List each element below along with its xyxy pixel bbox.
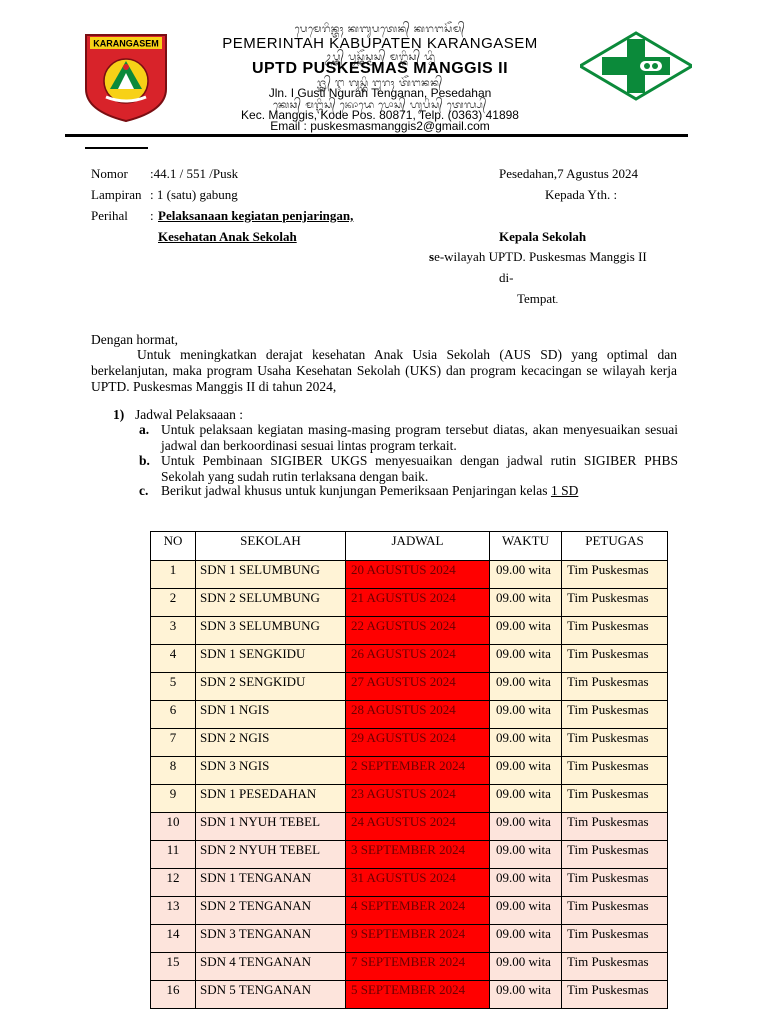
- header-schedule: JADWAL: [346, 532, 490, 561]
- row-number: 2: [151, 589, 196, 617]
- school-name: SDN 2 TENGANAN: [196, 897, 346, 925]
- schedule-date: 5 SEPTEMBER 2024: [346, 981, 490, 1009]
- tempat-line: [517, 291, 558, 308]
- list-item-a-label: a.: [139, 422, 150, 437]
- assigned-staff: Tim Puskesmas: [562, 589, 668, 617]
- table-row: [151, 897, 668, 925]
- table-row: [151, 981, 668, 1009]
- balinese-script-line-3: ᬚ᭄ᬮ᭄ᬦ᭄ ᬇ ᬕᬸᬲ᭄ᬢᬶ ᬗᬸᬭᬄ ᬢᭂᬗᬦᬦ᭄: [317, 78, 443, 89]
- schedule-date: 3 SEPTEMBER 2024: [346, 841, 490, 869]
- school-name: SDN 1 PESEDAHAN: [196, 785, 346, 813]
- visit-time: 09.00 wita: [490, 561, 562, 589]
- assigned-staff: Tim Puskesmas: [562, 673, 668, 701]
- assigned-staff: Tim Puskesmas: [562, 897, 668, 925]
- place-date: Pesedahan,7 Agustus 2024: [499, 166, 639, 181]
- table-row: [151, 729, 668, 757]
- assigned-staff: Tim Puskesmas: [562, 813, 668, 841]
- row-number: 14: [151, 925, 196, 953]
- row-number: 13: [151, 897, 196, 925]
- list-item-a-text: Untuk pelaksaan kegiatan masing-masing program tersebut diatas, akan menyesuaikan sesuai jadwal dan berkoordinasi sesuai lintas program terkait.: [161, 422, 678, 453]
- school-name: SDN 3 NGIS: [196, 757, 346, 785]
- visit-time: 09.00 wita: [490, 645, 562, 673]
- visit-time: 09.00 wita: [490, 953, 562, 981]
- perihal-colon: :: [150, 208, 154, 223]
- list-item-a: [139, 422, 679, 456]
- row-number: 6: [151, 701, 196, 729]
- visit-time: 09.00 wita: [490, 813, 562, 841]
- header-staff: PETUGAS: [562, 532, 668, 561]
- visit-time: 09.00 wita: [490, 897, 562, 925]
- visit-time: 09.00 wita: [490, 785, 562, 813]
- row-number: 15: [151, 953, 196, 981]
- visit-time: 09.00 wita: [490, 925, 562, 953]
- assigned-staff: Tim Puskesmas: [562, 561, 668, 589]
- visit-time: 09.00 wita: [490, 729, 562, 757]
- assigned-staff: Tim Puskesmas: [562, 645, 668, 673]
- table-row: [151, 841, 668, 869]
- row-number: 3: [151, 617, 196, 645]
- row-number: 5: [151, 673, 196, 701]
- item-title: Jadwal Pelaksaaan :: [135, 407, 243, 422]
- row-number: 16: [151, 981, 196, 1009]
- address-line-1: Jln. I Gusti Ngurah Tenganan, Pesedahan: [268, 86, 492, 100]
- puskesmas-logo: [580, 31, 692, 101]
- table-row: [151, 673, 668, 701]
- row-number: 11: [151, 841, 196, 869]
- government-name: PEMERINTAH KABUPATEN KARANGASEM: [222, 35, 538, 52]
- table-row: [151, 869, 668, 897]
- perihal-line-2: Kesehatan Anak Sekolah: [158, 229, 297, 244]
- school-name: SDN 2 NYUH TEBEL: [196, 841, 346, 869]
- table-row: [151, 785, 668, 813]
- table-row: [151, 925, 668, 953]
- list-item-c: [139, 483, 679, 500]
- school-name: SDN 1 SENGKIDU: [196, 645, 346, 673]
- schedule-date: 4 SEPTEMBER 2024: [346, 897, 490, 925]
- visit-time: 09.00 wita: [490, 701, 562, 729]
- recipient-area-initial: s: [429, 249, 435, 264]
- table-row: [151, 645, 668, 673]
- schedule-date: 9 SEPTEMBER 2024: [346, 925, 490, 953]
- intro-paragraph: Untuk meningkatkan derajat kesehatan Anak Usia Sekolah (AUS SD) yang optimal dan berkelanjutan, maka program Usaha Kesehatan Sekolah (UKS) dan program kecacingan se wilayah kerja UPTD. Puskesmas Manggis II di tahun 2024,: [91, 347, 677, 394]
- schedule-date: 21 AGUSTUS 2024: [346, 589, 490, 617]
- schedule-table-body: [151, 561, 668, 1009]
- assigned-staff: Tim Puskesmas: [562, 729, 668, 757]
- schedule-date: 7 SEPTEMBER 2024: [346, 953, 490, 981]
- list-item-c-main: Berikut jadwal khusus untuk kunjungan Pemeriksaan Penjaringan kelas: [161, 483, 551, 498]
- visit-time: 09.00 wita: [490, 869, 562, 897]
- table-row: [151, 561, 668, 589]
- recipient-area-rest: e-wilayah UPTD. Puskesmas Manggis II: [434, 249, 647, 264]
- schedule-date: 22 AGUSTUS 2024: [346, 617, 490, 645]
- school-name: SDN 2 SELUMBUNG: [196, 589, 346, 617]
- perihal-line-1: Pelaksanaan kegiatan penjaringan,: [158, 208, 354, 223]
- letterhead-rule-short: [85, 147, 148, 149]
- schedule-date: 28 AGUSTUS 2024: [346, 701, 490, 729]
- perihal-label: Perihal: [91, 208, 128, 223]
- school-name: SDN 3 SELUMBUNG: [196, 617, 346, 645]
- table-row: [151, 617, 668, 645]
- table-header-row: [151, 532, 668, 561]
- lampiran-value: : 1 (satu) gabung: [150, 187, 238, 202]
- table-row: [151, 757, 668, 785]
- row-number: 1: [151, 561, 196, 589]
- balinese-script-line-1: ᬧᬾᬫᬾᬭᬶᬦ᭄ᬢᬄ ᬓᬩᬸᬧᬢᬾᬦ᭄ ᬓᬭᬗᬲᭂᬫ᭄: [294, 24, 466, 35]
- row-number: 9: [151, 785, 196, 813]
- recipient-title: Kepala Sekolah: [499, 229, 587, 244]
- schedule-date: 27 AGUSTUS 2024: [346, 673, 490, 701]
- assigned-staff: Tim Puskesmas: [562, 617, 668, 645]
- assigned-staff: Tim Puskesmas: [562, 981, 668, 1009]
- schedule-date: 2 SEPTEMBER 2024: [346, 757, 490, 785]
- assigned-staff: Tim Puskesmas: [562, 953, 668, 981]
- emblem-text: KARANGASEM: [93, 38, 159, 49]
- list-item-c-label: c.: [139, 483, 149, 498]
- list-item-b: [139, 453, 679, 487]
- school-name: SDN 2 SENGKIDU: [196, 673, 346, 701]
- lampiran-label: Lampiran: [91, 187, 142, 202]
- school-name: SDN 2 NGIS: [196, 729, 346, 757]
- schedule-date: 29 AGUSTUS 2024: [346, 729, 490, 757]
- table-row: [151, 701, 668, 729]
- list-item-c-grade: 1 SD: [550, 483, 579, 498]
- school-name: SDN 1 NYUH TEBEL: [196, 813, 346, 841]
- letterhead-rule: [65, 134, 688, 137]
- visit-time: 09.00 wita: [490, 757, 562, 785]
- row-number: 4: [151, 645, 196, 673]
- school-name: SDN 5 TENGANAN: [196, 981, 346, 1009]
- balinese-script-line-4: ᬓᬾᬘ᭄ ᬫᬗ᭄ᬕᬶᬲ᭄ ᬓᭀᬤᬾ ᬧᭀᬲ᭄ ᬳᬸᬧᬶᬲ᭄ ᬢᬾᬮ᭄ᬧ᭄: [273, 100, 487, 111]
- table-row: [151, 953, 668, 981]
- email-line: Email : puskesmasmanggis2@gmail.com: [270, 119, 490, 133]
- table-row: [151, 813, 668, 841]
- table-row: [151, 589, 668, 617]
- row-number: 12: [151, 869, 196, 897]
- header-no: NO: [151, 532, 196, 561]
- school-name: SDN 4 TENGANAN: [196, 953, 346, 981]
- kepada-yth: Kepada Yth. :: [545, 187, 618, 202]
- karangasem-emblem-logo: [80, 31, 172, 123]
- balinese-script-line-2: ᬉᬧ᭄ᬢ᭄ᬤ᭄ ᬧᬸᬲ᭄ᬓᭂᬲ᭄ᬫᬲ᭄ ᬫᬗ᭄ᬕᬶᬲ᭄ ᬤ᭄ᬯᬶ: [324, 52, 436, 63]
- salutation: Dengan hormat,: [91, 332, 178, 347]
- header-time: WAKTU: [490, 532, 562, 561]
- nomor-label: Nomor: [91, 166, 128, 181]
- assigned-staff: Tim Puskesmas: [562, 841, 668, 869]
- school-name: SDN 1 TENGANAN: [196, 869, 346, 897]
- list-item-b-label: b.: [139, 453, 150, 468]
- schedule-date: 23 AGUSTUS 2024: [346, 785, 490, 813]
- recipient-area: [429, 249, 647, 265]
- visit-time: 09.00 wita: [490, 589, 562, 617]
- schedule-date: 26 AGUSTUS 2024: [346, 645, 490, 673]
- item-number: 1): [113, 407, 125, 422]
- row-number: 10: [151, 813, 196, 841]
- tempat-text: Tempat: [517, 291, 556, 306]
- schedule-table: [150, 531, 668, 1009]
- school-name: SDN 3 TENGANAN: [196, 925, 346, 953]
- letterhead: [0, 0, 768, 160]
- schedule-date: 31 AGUSTUS 2024: [346, 869, 490, 897]
- visit-time: 09.00 wita: [490, 673, 562, 701]
- list-item-c-text: [161, 483, 678, 499]
- list-item-b-text: Untuk Pembinaan SIGIBER UKGS menyesuaikan dengan jadwal rutin SIGIBER PHBS Sekolah yang sudah rutin terlaksana dengan baik.: [161, 453, 678, 484]
- tempat-dot: .: [555, 295, 559, 305]
- row-number: 7: [151, 729, 196, 757]
- nomor-value: :44.1 / 551 /Pusk: [150, 166, 239, 181]
- row-number: 8: [151, 757, 196, 785]
- visit-time: 09.00 wita: [490, 617, 562, 645]
- header-school: SEKOLAH: [196, 532, 346, 561]
- school-name: SDN 1 SELUMBUNG: [196, 561, 346, 589]
- visit-time: 09.00 wita: [490, 981, 562, 1009]
- unit-name: UPTD PUSKESMAS MANGGIS II: [251, 60, 509, 77]
- assigned-staff: Tim Puskesmas: [562, 869, 668, 897]
- schedule-date: 24 AGUSTUS 2024: [346, 813, 490, 841]
- school-name: SDN 1 NGIS: [196, 701, 346, 729]
- assigned-staff: Tim Puskesmas: [562, 757, 668, 785]
- visit-time: 09.00 wita: [490, 841, 562, 869]
- schedule-date: 20 AGUSTUS 2024: [346, 561, 490, 589]
- assigned-staff: Tim Puskesmas: [562, 925, 668, 953]
- assigned-staff: Tim Puskesmas: [562, 785, 668, 813]
- assigned-staff: Tim Puskesmas: [562, 701, 668, 729]
- di-line: di-: [499, 270, 514, 285]
- address-line-2: Kec. Manggis, Kode Pos. 80871, Telp. (0363) 41898: [241, 108, 519, 122]
